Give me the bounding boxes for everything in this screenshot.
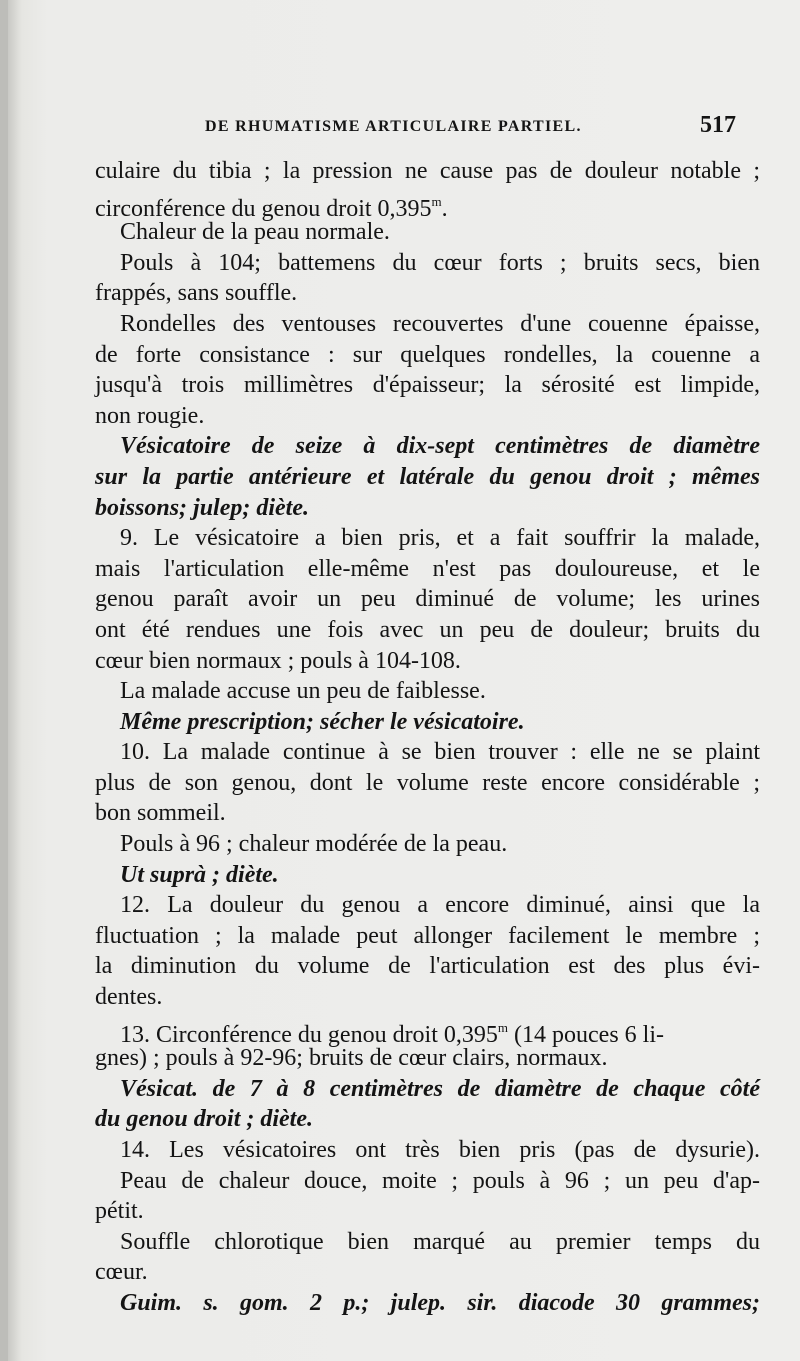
text-line: Vésicatoire de seize à dix-sept centimètres de diamètre xyxy=(120,433,760,460)
text-line: Peau de chaleur douce, moite ; pouls à 96 ; un peu d'ap- xyxy=(120,1167,760,1194)
text-fragment: circonférence du genou droit 0,395 xyxy=(95,195,432,222)
text-line: ont été rendues une fois avec un peu de douleur; bruits du xyxy=(95,616,760,643)
text-line: 12. La douleur du genou a encore diminué, ainsi que la xyxy=(120,892,760,919)
unit-superscript: m xyxy=(497,1019,509,1035)
text-line: Chaleur de la peau normale. xyxy=(120,219,390,246)
text-line: 10. La malade continue à se bien trouver : elle ne se plaint xyxy=(120,739,760,766)
text-line: Souffle chlorotique bien marqué au premier temps du xyxy=(120,1228,760,1255)
text-line: cœur. xyxy=(95,1259,148,1286)
text-line: Ut suprà ; diète. xyxy=(120,861,279,888)
text-line: La malade accuse un peu de faiblesse. xyxy=(120,678,486,705)
body-text xyxy=(95,156,760,1319)
page-number: 517 xyxy=(700,112,736,138)
page-gutter-shadow xyxy=(0,0,8,1361)
text-line: pétit. xyxy=(95,1198,144,1225)
page-header xyxy=(0,110,800,140)
text-line xyxy=(95,187,760,222)
text-line: fluctuation ; la malade peut allonger facilement le membre ; xyxy=(95,922,760,949)
text-line: Même prescription; sécher le vésicatoire. xyxy=(120,708,525,735)
text-line: Pouls à 96 ; chaleur modérée de la peau. xyxy=(120,831,508,858)
text-line xyxy=(95,1013,760,1048)
text-line: Guim. s. gom. 2 p.; julep. sir. diacode 30 grammes; xyxy=(120,1289,760,1316)
text-line: frappés, sans souffle. xyxy=(95,280,298,307)
text-fragment: (14 pouces 6 li- xyxy=(508,1021,664,1048)
text-line: boissons; julep; diète. xyxy=(95,494,309,521)
text-line: plus de son genou, dont le volume reste encore considérable ; xyxy=(95,769,760,796)
text-line: dentes. xyxy=(95,984,163,1011)
text-line: de forte consistance : sur quelques rondelles, la couenne a xyxy=(95,341,760,368)
text-fragment: . xyxy=(441,195,448,222)
text-line: Rondelles des ventouses recouvertes d'une couenne épaisse, xyxy=(120,310,760,337)
text-line: sur la partie antérieure et latérale du genou droit ; mêmes xyxy=(95,463,760,490)
unit-superscript: m xyxy=(431,193,442,209)
text-line: mais l'articulation elle-même n'est pas douloureuse, et le xyxy=(95,555,760,582)
text-line: cœur bien normaux ; pouls à 104-108. xyxy=(95,647,461,674)
running-head: DE RHUMATISME ARTICULAIRE PARTIEL. xyxy=(205,118,582,135)
text-line: non rougie. xyxy=(95,402,205,429)
text-fragment: 13. Circonférence du genou droit 0,395 xyxy=(120,1021,498,1048)
text-line: Vésicat. de 7 à 8 centimètres de diamètre de chaque côté xyxy=(120,1075,760,1102)
text-line: genou paraît avoir un peu diminué de volume; les urines xyxy=(95,586,760,613)
text-line: culaire du tibia ; la pression ne cause pas de douleur notable ; xyxy=(95,158,760,184)
text-line: gnes) ; pouls à 92-96; bruits de cœur clairs, normaux. xyxy=(95,1045,608,1072)
text-line: Pouls à 104; battemens du cœur forts ; bruits secs, bien xyxy=(120,249,760,276)
text-line: bon sommeil. xyxy=(95,800,226,827)
text-line: la diminution du volume de l'articulation est des plus évi- xyxy=(95,953,760,980)
text-line: 9. Le vésicatoire a bien pris, et a fait souffrir la malade, xyxy=(120,525,760,552)
text-line: du genou droit ; diète. xyxy=(95,1106,314,1133)
text-line: jusqu'à trois millimètres d'épaisseur; la sérosité est limpide, xyxy=(95,372,760,399)
text-line: 14. Les vésicatoires ont très bien pris (pas de dysurie). xyxy=(120,1137,760,1163)
